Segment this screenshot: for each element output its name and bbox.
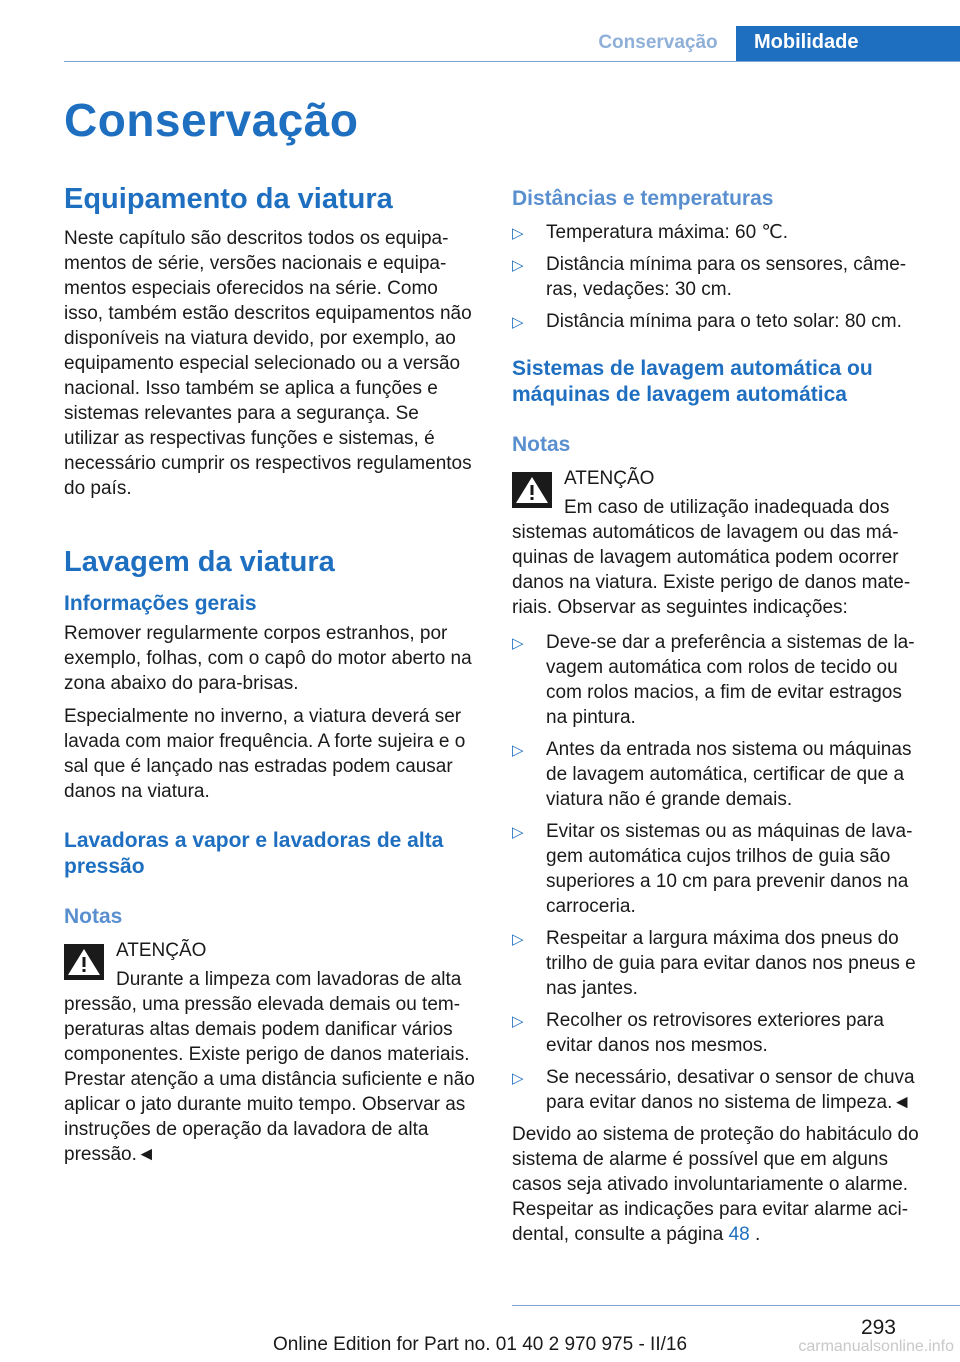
general-info-paragraph-2: Especialmente no inverno, a viatura deverá ser lavada com maior frequência. A forte sujeira e o sal que é lançado nas estradas podem causar danos na viatura. [64, 706, 466, 802]
distances-list [512, 220, 928, 334]
subsection-distances: Distâncias e temperaturas [512, 187, 774, 210]
subsection-pressure-washers: Lavadoras a vapor e lavadoras de alta pressão [64, 829, 444, 878]
header-tab-section: Conservação [598, 32, 718, 53]
warning-heading-right: ATENÇÃO [564, 468, 655, 489]
general-info-paragraph-1: Remover regularmente corpos estranhos, por exemplo, folhas, com o capô do motor aberto na zona abaixo do para-brisas. [64, 623, 472, 694]
warning-triangle-icon [64, 944, 104, 980]
bullet-arrow-icon: ▷ [512, 257, 524, 274]
warning-block-left [64, 938, 478, 1167]
subsection-general-info: Informações gerais [64, 592, 257, 615]
bullet-arrow-icon: ▷ [512, 742, 524, 759]
list-item: ▷ Distância mínima para o teto solar: 80 cm. [512, 309, 928, 334]
notes-heading-right: Notas [512, 433, 571, 456]
warning-triangle-icon [512, 472, 552, 508]
bullet-arrow-icon: ▷ [512, 824, 524, 841]
list-item: ▷ Deve-se dar a preferência a sistemas de lavagem automática com rolos de tecido ou com rolos macios, a fim de evitar estragos na pintura. [512, 632, 915, 728]
section-title-equipment: Equipamento da viatura [64, 183, 393, 215]
left-column [64, 180, 478, 1167]
bullet-arrow-icon: ▷ [512, 1070, 524, 1087]
list-item: ▷ Se necessário, desativar o sensor de chuva para evitar danos no sistema de limpeza.◄ [512, 1067, 915, 1113]
right-column [512, 180, 928, 1247]
page-title: Conservação [64, 94, 359, 146]
section-title-washing: Lavagem da viatura [64, 546, 335, 578]
watermark: carmanualsonline.info [798, 1338, 954, 1355]
footer-rule [512, 1305, 960, 1306]
header-rule [64, 61, 960, 62]
page-number: 293 [860, 1316, 896, 1339]
page-reference-link[interactable]: 48 [728, 1224, 750, 1245]
notes-heading-left: Notas [64, 905, 123, 928]
list-item: ▷ Temperatura máxima: 60 ℃. [512, 220, 928, 245]
list-item: ▷ Evitar os sistemas ou as máquinas de lavagem automática cujos trilhos de guia são superiores a 10 cm para prevenir danos na carroceria. [512, 821, 913, 917]
washing-precautions-list [512, 630, 928, 1115]
bullet-arrow-icon: ▷ [512, 635, 524, 652]
equipment-paragraph: Neste capítulo são descritos todos os equipamentos de série, versões nacionais e equipamentos especiais oferecidos na série. Como isso, também estão descritos equipamentos não disponíveis na viatura devido, por exemplo, ao equipamento especial selecionado ou a versão nacional. Isso também se aplica a funções e sistemas relevantes para a segurança. Se utilizar as respectivas funções e sistemas, é necessário cumprir os respectivos regulamentos do país. [64, 228, 472, 499]
warning-heading-left: ATENÇÃO [116, 940, 207, 961]
subsection-automatic-washing: Sistemas de lavagem automática ou máquinas de lavagem automática [512, 357, 873, 406]
bullet-arrow-icon: ▷ [512, 225, 524, 242]
footer-edition: Online Edition for Part no. 01 40 2 970 975 - II/16 [272, 1334, 688, 1355]
list-item: ▷ Antes da entrada nos sistema ou máquinas de lavagem automática, certificar de que a viatura não é grande demais. [512, 739, 912, 810]
list-item: ▷ Respeitar a largura máxima dos pneus do trilho de guia para evitar danos nos pneus e nas jantes. [512, 928, 916, 999]
list-item: ▷ Recolher os retrovisores exteriores para evitar danos nos mesmos. [512, 1010, 884, 1056]
list-item: ▷ Distância mínima para os sensores, câmeras, vedações: 30 cm. [512, 254, 907, 300]
alarm-paragraph: Devido ao sistema de proteção do habitáculo do sistema de alarme é possível que em alguns casos seja ativado involuntariamente o alarme. Respeitar as indicações para evitar alarme acidental, consulte a página 48 . [512, 1124, 919, 1245]
warning-text-left: Durante a limpeza com lavadoras de alta pressão, uma pressão elevada demais ou temperaturas altas demais podem danificar vários componentes. Existe perigo de danos materiais. Prestar atenção a uma distância suficiente e não aplicar o jato durante muito tempo. Observar as instruções de operação da lavadora de alta pressão.◄ [64, 969, 475, 1165]
header-tab-chapter: Mobilidade [736, 26, 960, 61]
bullet-arrow-icon: ▷ [512, 314, 524, 331]
warning-block-right [512, 466, 928, 620]
warning-text-right: Em caso de utilização inadequada dos sistemas automáticos de lavagem ou das máquinas de lavagem automática podem ocorrer danos na viatura. Existe perigo de danos materiais. Observar as seguintes indicações: [512, 497, 911, 618]
bullet-arrow-icon: ▷ [512, 931, 524, 948]
bullet-arrow-icon: ▷ [512, 1013, 524, 1030]
